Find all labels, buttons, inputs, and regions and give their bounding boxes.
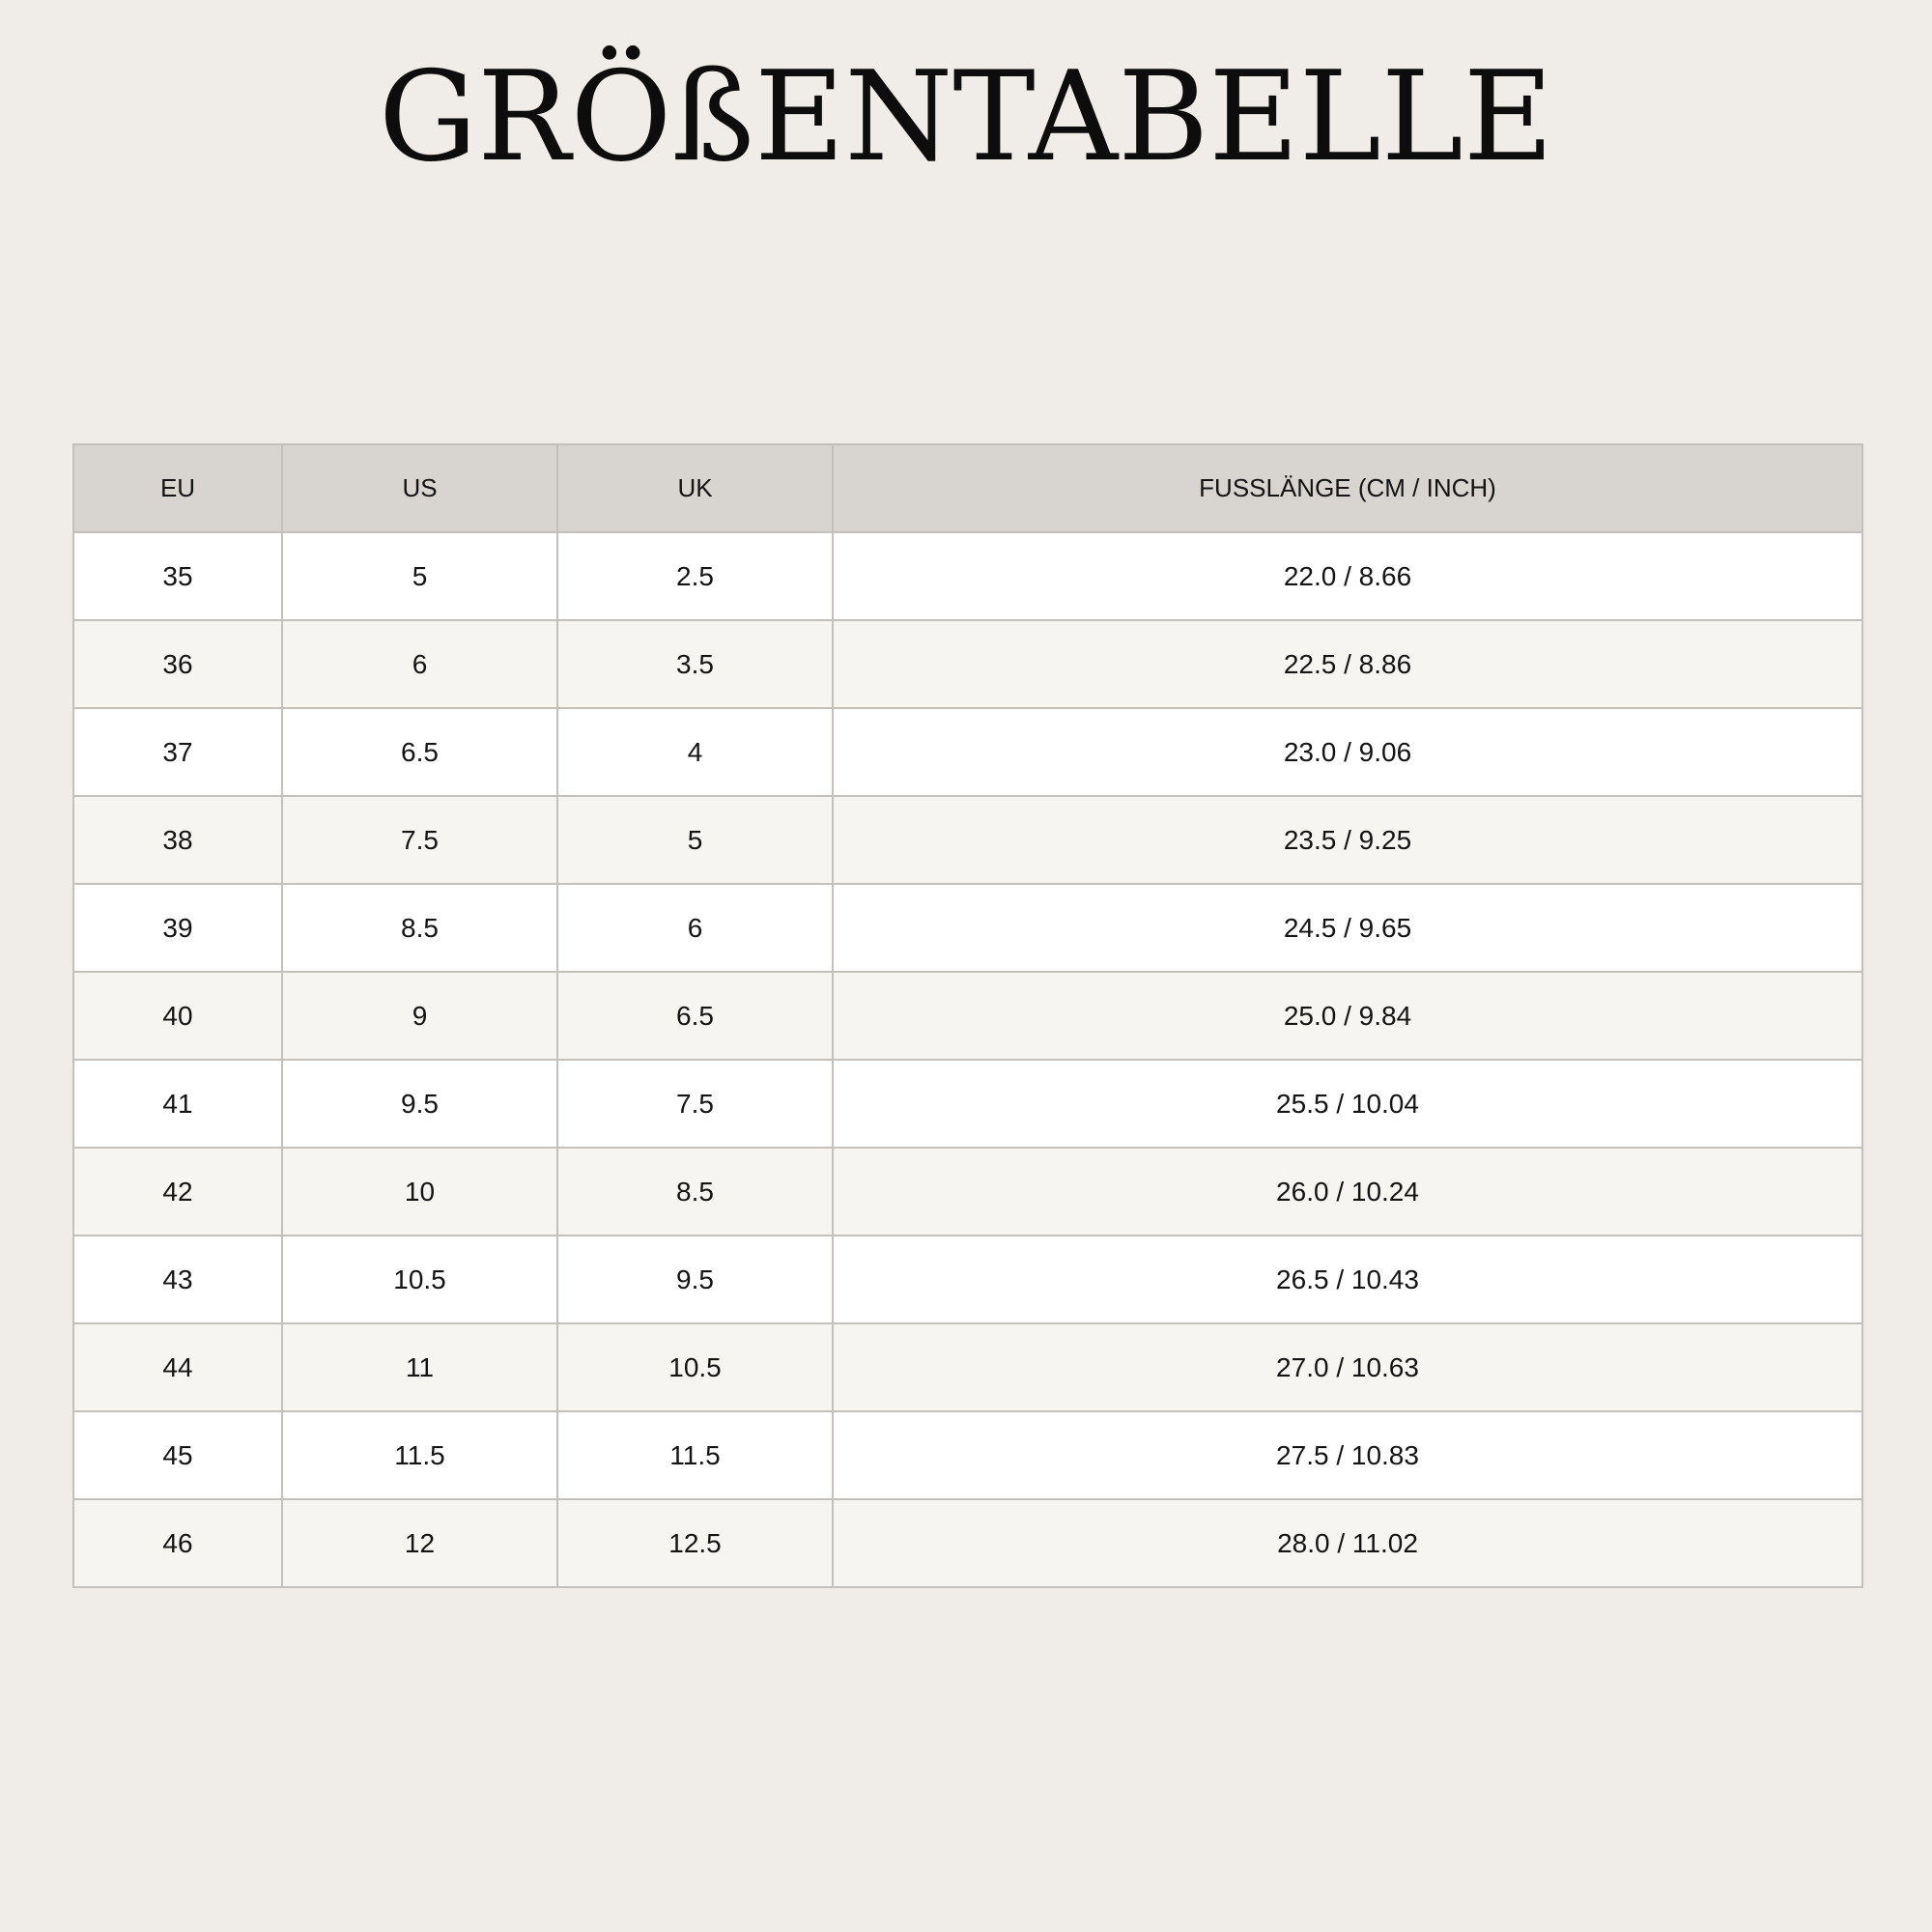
cell-uk: 5 [557,796,833,884]
cell-uk: 11.5 [557,1411,833,1499]
cell-foot-length: 23.5 / 9.25 [833,796,1862,884]
cell-uk: 7.5 [557,1060,833,1148]
cell-foot-length: 25.5 / 10.04 [833,1060,1862,1148]
cell-foot-length: 27.5 / 10.83 [833,1411,1862,1499]
table-row [73,1323,1862,1411]
cell-us: 10.5 [282,1236,557,1323]
cell-foot-length: 23.0 / 9.06 [833,708,1862,796]
cell-eu: 43 [73,1236,282,1323]
cell-uk: 9.5 [557,1236,833,1323]
cell-us: 10 [282,1148,557,1236]
page-title: GRÖßENTABELLE [378,45,1554,189]
cell-us: 9 [282,972,557,1060]
cell-uk: 12.5 [557,1499,833,1587]
cell-foot-length: 28.0 / 11.02 [833,1499,1862,1587]
table-row [73,620,1862,708]
table-header-row [73,444,1862,532]
table-row [73,1236,1862,1323]
table-row [73,1148,1862,1236]
cell-foot-length: 27.0 / 10.63 [833,1323,1862,1411]
cell-eu: 36 [73,620,282,708]
cell-eu: 39 [73,884,282,972]
cell-us: 7.5 [282,796,557,884]
cell-uk: 6 [557,884,833,972]
cell-eu: 38 [73,796,282,884]
cell-eu: 46 [73,1499,282,1587]
cell-eu: 42 [73,1148,282,1236]
cell-uk: 10.5 [557,1323,833,1411]
cell-us: 6.5 [282,708,557,796]
table-body [73,532,1862,1587]
cell-foot-length: 26.5 / 10.43 [833,1236,1862,1323]
cell-us: 5 [282,532,557,620]
cell-uk: 3.5 [557,620,833,708]
table-row [73,1411,1862,1499]
table-row [73,796,1862,884]
header-uk: UK [557,444,833,532]
cell-uk: 4 [557,708,833,796]
table-row [73,1499,1862,1587]
cell-eu: 37 [73,708,282,796]
cell-uk: 2.5 [557,532,833,620]
cell-uk: 6.5 [557,972,833,1060]
cell-uk: 8.5 [557,1148,833,1236]
table-row [73,708,1862,796]
header-eu: EU [73,444,282,532]
size-chart-table [72,443,1863,1588]
table-row [73,532,1862,620]
cell-us: 6 [282,620,557,708]
cell-eu: 45 [73,1411,282,1499]
cell-foot-length: 24.5 / 9.65 [833,884,1862,972]
header-foot-length: FUSSLÄNGE (CM / INCH) [833,444,1862,532]
cell-us: 12 [282,1499,557,1587]
table-row [73,1060,1862,1148]
table-row [73,972,1862,1060]
cell-foot-length: 26.0 / 10.24 [833,1148,1862,1236]
header-us: US [282,444,557,532]
cell-us: 9.5 [282,1060,557,1148]
cell-eu: 35 [73,532,282,620]
cell-eu: 40 [73,972,282,1060]
cell-foot-length: 22.0 / 8.66 [833,532,1862,620]
cell-eu: 41 [73,1060,282,1148]
cell-eu: 44 [73,1323,282,1411]
cell-us: 8.5 [282,884,557,972]
cell-foot-length: 22.5 / 8.86 [833,620,1862,708]
table-row [73,884,1862,972]
cell-us: 11 [282,1323,557,1411]
cell-us: 11.5 [282,1411,557,1499]
cell-foot-length: 25.0 / 9.84 [833,972,1862,1060]
